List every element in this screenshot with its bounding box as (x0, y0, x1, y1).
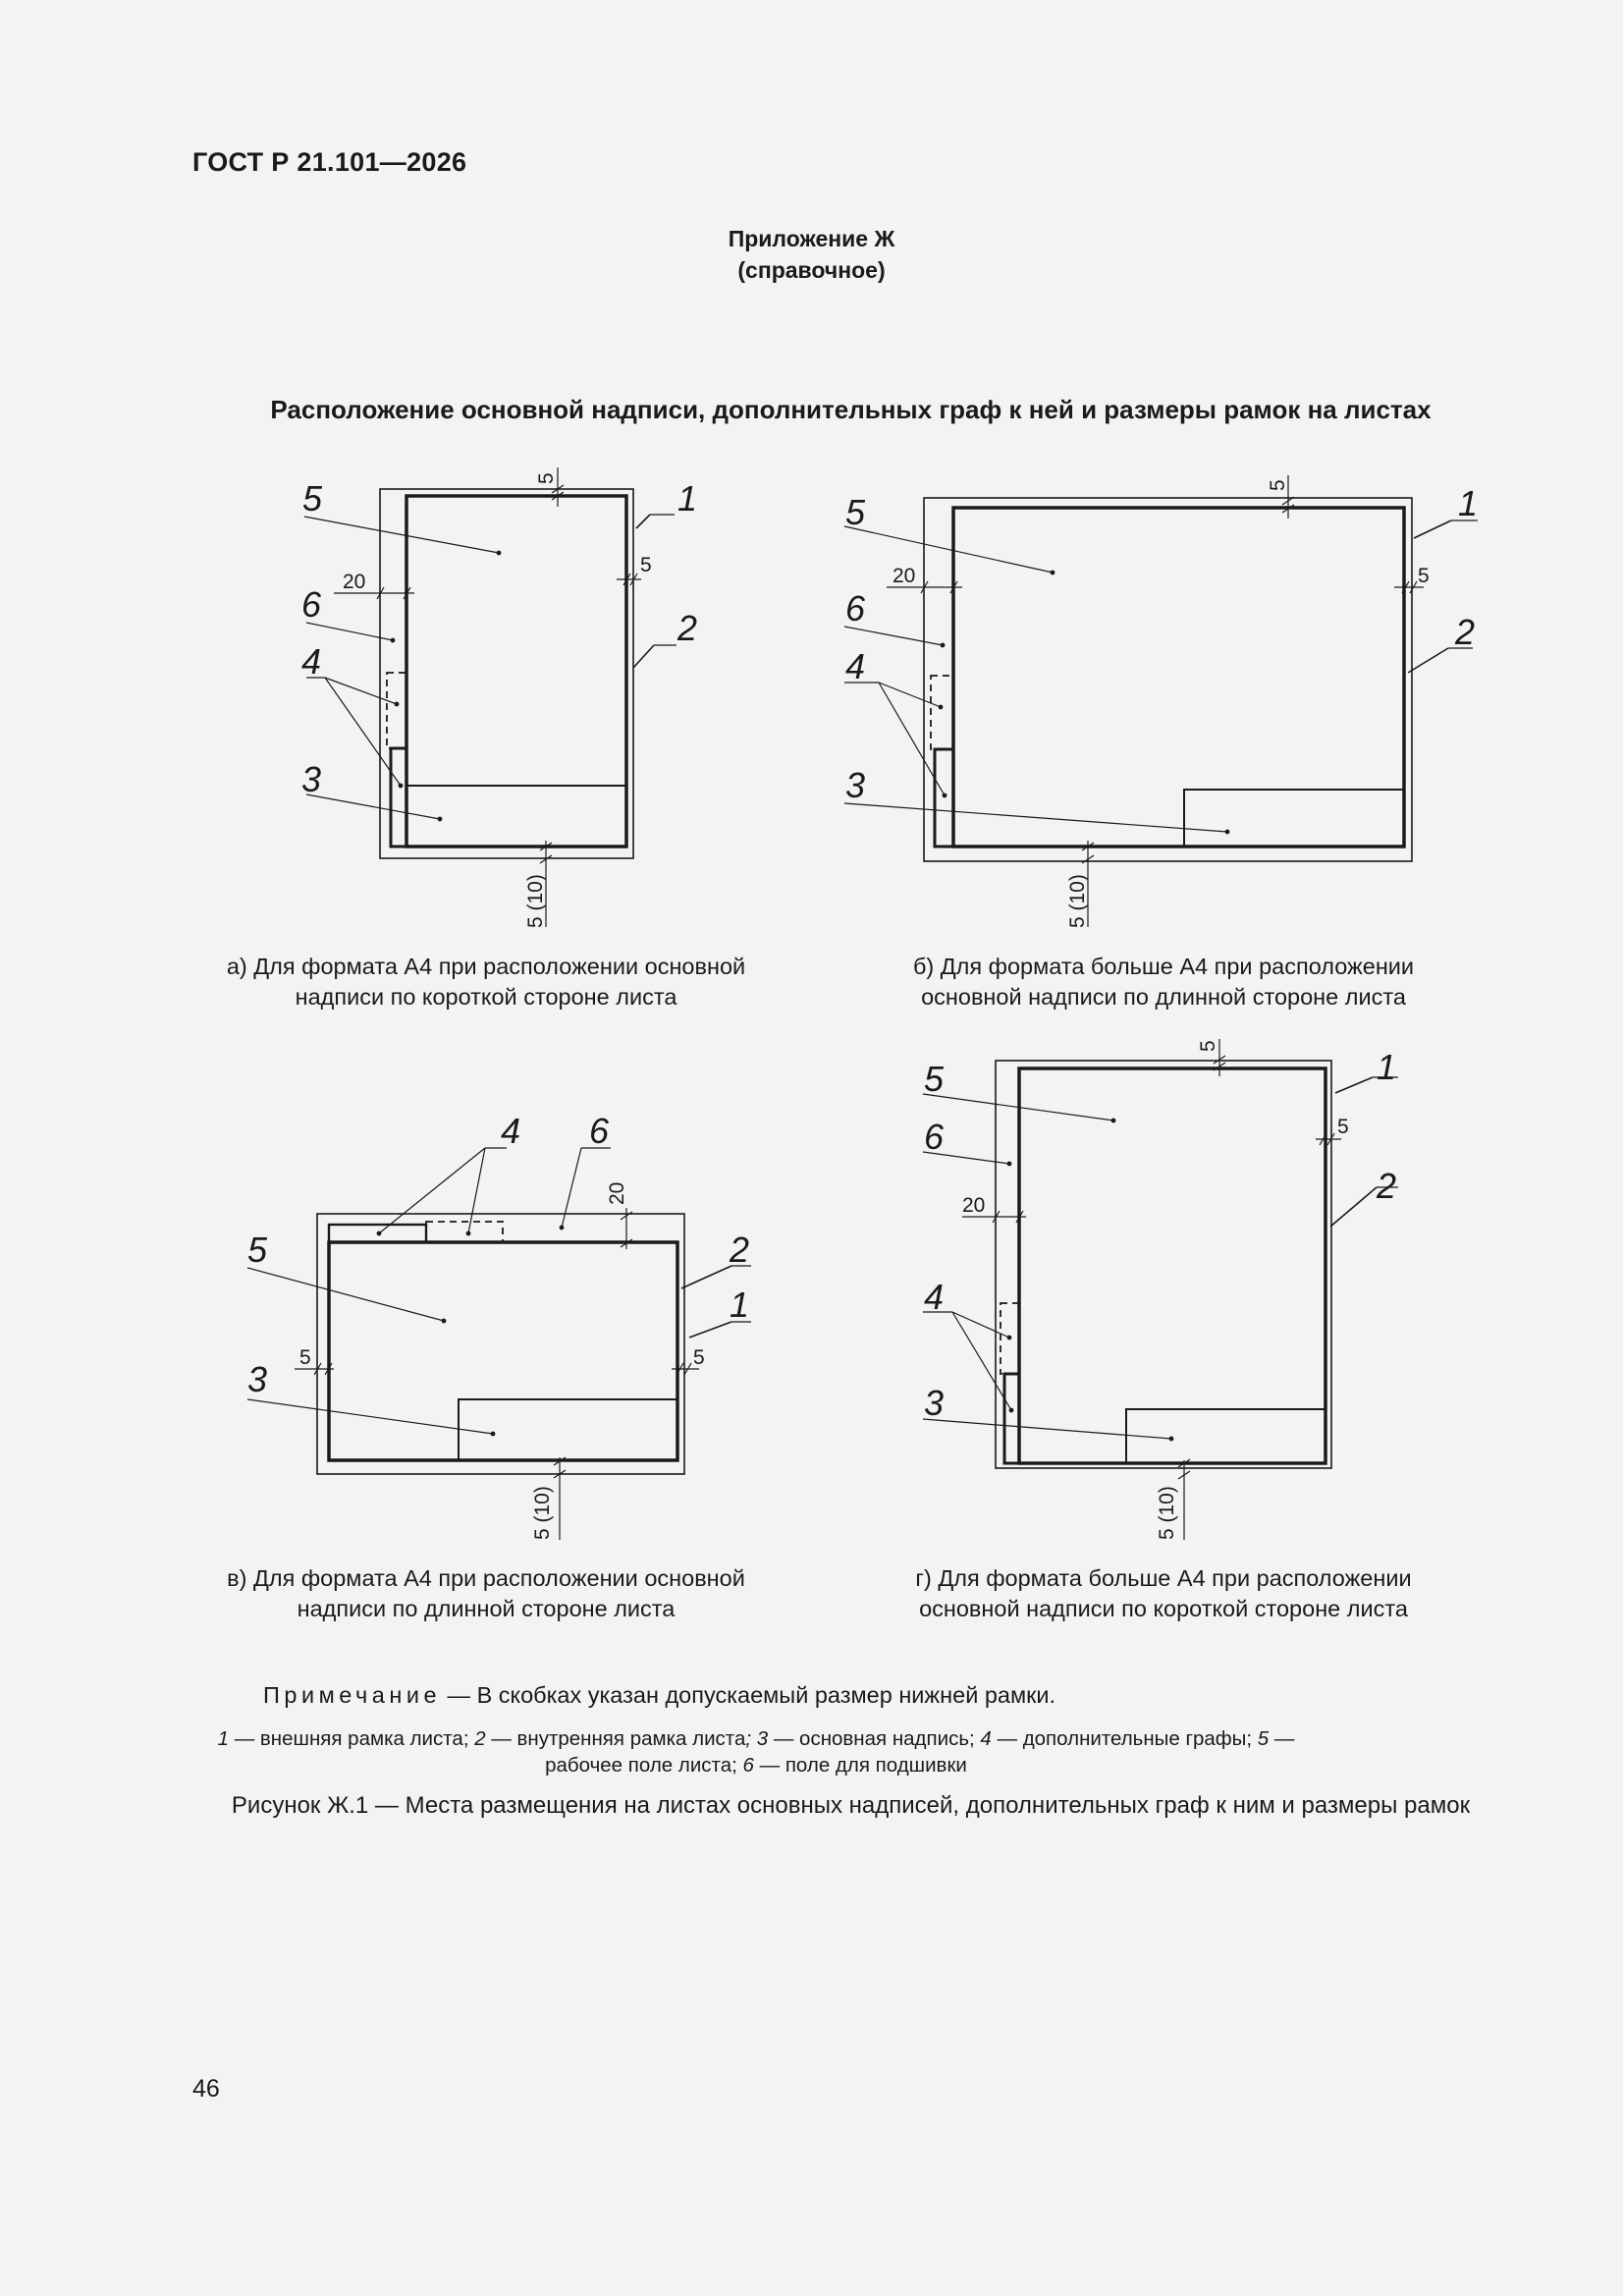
callout-title-block: 3 (301, 759, 322, 799)
drawing-v (247, 1148, 751, 1540)
inner-frame (1019, 1068, 1325, 1463)
callout-title-block: 3 (845, 765, 866, 805)
extra-column-dashed (931, 676, 953, 749)
legend-text-4: — дополнительные графы; (991, 1727, 1258, 1750)
extra-column (391, 748, 406, 847)
dim-margin-bottom: 5 (10) (1156, 1486, 1178, 1540)
drawing-g (923, 1039, 1398, 1540)
callout-outer-frame: 1 (1377, 1047, 1397, 1087)
dim-margin-top: 5 (1267, 479, 1289, 491)
callout-binding-field: 6 (589, 1111, 610, 1151)
callout-inner-frame: 2 (1377, 1166, 1397, 1206)
inner-frame (329, 1242, 677, 1460)
legend-text-2: — внутренняя рамка листа (485, 1727, 746, 1750)
page-number: 46 (192, 2075, 220, 2103)
legend-num-4: 4 (980, 1727, 992, 1750)
callout-inner-frame: 2 (677, 608, 698, 648)
callout-extra-columns: 4 (845, 646, 866, 686)
note-text: — В скобках указан допускаемый размер нижней рамки. (441, 1682, 1056, 1708)
title-block (1184, 790, 1404, 847)
note-label: Примечание (263, 1682, 442, 1708)
callout-work-field: 5 (302, 478, 323, 519)
dim-margin-bottom: 5 (10) (524, 874, 547, 928)
callout-outer-frame: 1 (1458, 483, 1479, 523)
caption-a-line2: надписи по короткой стороне листа (295, 984, 677, 1010)
inner-frame (406, 496, 626, 847)
legend-text-3: — основная надпись; (768, 1727, 981, 1750)
legend-num-6: 6 (742, 1754, 754, 1777)
drawing-b (844, 475, 1478, 927)
figure-title: Расположение основной надписи, дополнительных граф к ней и размеры рамок на листах (270, 395, 1432, 424)
callout-extra-columns: 4 (924, 1277, 945, 1317)
extra-column (935, 749, 953, 847)
annex-kind: (справочное) (737, 257, 886, 283)
caption-b-line2: основной надписи по длинной стороне листа (921, 984, 1406, 1010)
outer-frame (380, 489, 633, 858)
caption-v-line2: надписи по длинной стороне листа (297, 1596, 676, 1621)
caption-g-line1: г) Для формата больше А4 при расположении (915, 1565, 1412, 1591)
callout-extra-columns: 4 (501, 1111, 521, 1151)
caption-v (177, 1563, 795, 1624)
callout-binding-field: 6 (924, 1117, 945, 1157)
dim-margin-bottom: 5 (10) (531, 1486, 554, 1540)
annex-title: Приложение Ж (728, 226, 895, 251)
caption-a (177, 952, 795, 1012)
legend-num-3: 3 (756, 1727, 769, 1750)
caption-a-line1: а) Для формата А4 при расположении основной (226, 954, 746, 979)
dim-margin-right: 5 (640, 554, 652, 576)
dim-margin-right: 5 (1337, 1116, 1349, 1138)
legend-num-2: 2 (474, 1727, 486, 1750)
extra-column-dashed (387, 673, 406, 748)
legend (187, 1725, 1325, 1778)
dim-binding: 20 (606, 1181, 628, 1205)
extra-column (1004, 1374, 1019, 1463)
note (263, 1682, 1055, 1709)
dim-margin-top: 5 (535, 472, 558, 484)
title-block (1126, 1409, 1325, 1463)
callout-inner-frame: 2 (1455, 612, 1476, 652)
caption-g-line2: основной надписи по короткой стороне листа (919, 1596, 1408, 1621)
callout-work-field: 5 (845, 492, 866, 532)
legend-text-5: — рабочее поле листа; (545, 1727, 1295, 1777)
caption-g (854, 1563, 1473, 1624)
callout-binding-field: 6 (301, 584, 322, 625)
callout-work-field: 5 (924, 1059, 945, 1099)
legend-separator: ; (745, 1727, 757, 1750)
legend-num-1: 1 (217, 1727, 230, 1750)
caption-b-line1: б) Для формата больше А4 при расположении (912, 954, 1415, 979)
callout-title-block: 3 (247, 1359, 268, 1399)
callout-inner-frame: 2 (730, 1230, 750, 1270)
title-block (406, 786, 626, 847)
dim-binding: 20 (343, 571, 366, 593)
figure-caption: Рисунок Ж.1 — Места размещения на листах основных надписей, дополнительных граф к ним и размеры рамок (231, 1792, 1471, 1819)
drawing-a (304, 467, 676, 927)
dim-margin-top: 5 (1197, 1040, 1219, 1052)
caption-b (854, 952, 1473, 1012)
document-code: ГОСТ Р 21.101—2026 (192, 147, 467, 177)
inner-frame (953, 508, 1404, 847)
callout-outer-frame: 1 (677, 478, 698, 519)
callout-work-field: 5 (247, 1230, 268, 1270)
dim-margin-bottom: 5 (10) (1066, 874, 1089, 928)
dim-margin-left: 5 (299, 1346, 311, 1369)
outer-frame (317, 1214, 684, 1474)
caption-v-line1: в) Для формата А4 при расположении основной (227, 1565, 745, 1591)
dim-binding: 20 (962, 1194, 986, 1217)
callout-outer-frame: 1 (730, 1285, 750, 1325)
legend-num-5: 5 (1257, 1727, 1270, 1750)
callout-extra-columns: 4 (301, 641, 322, 682)
title-block (459, 1399, 677, 1460)
dim-margin-right: 5 (693, 1346, 705, 1369)
outer-frame (924, 498, 1412, 861)
legend-text-1: — внешняя рамка листа; (229, 1727, 475, 1750)
dim-binding: 20 (893, 565, 916, 587)
callout-binding-field: 6 (845, 588, 866, 629)
legend-text-6: — поле для подшивки (753, 1754, 967, 1777)
callout-title-block: 3 (924, 1383, 945, 1423)
extra-column-dashed (426, 1222, 503, 1242)
dim-margin-right: 5 (1418, 565, 1430, 587)
outer-frame (996, 1061, 1331, 1468)
